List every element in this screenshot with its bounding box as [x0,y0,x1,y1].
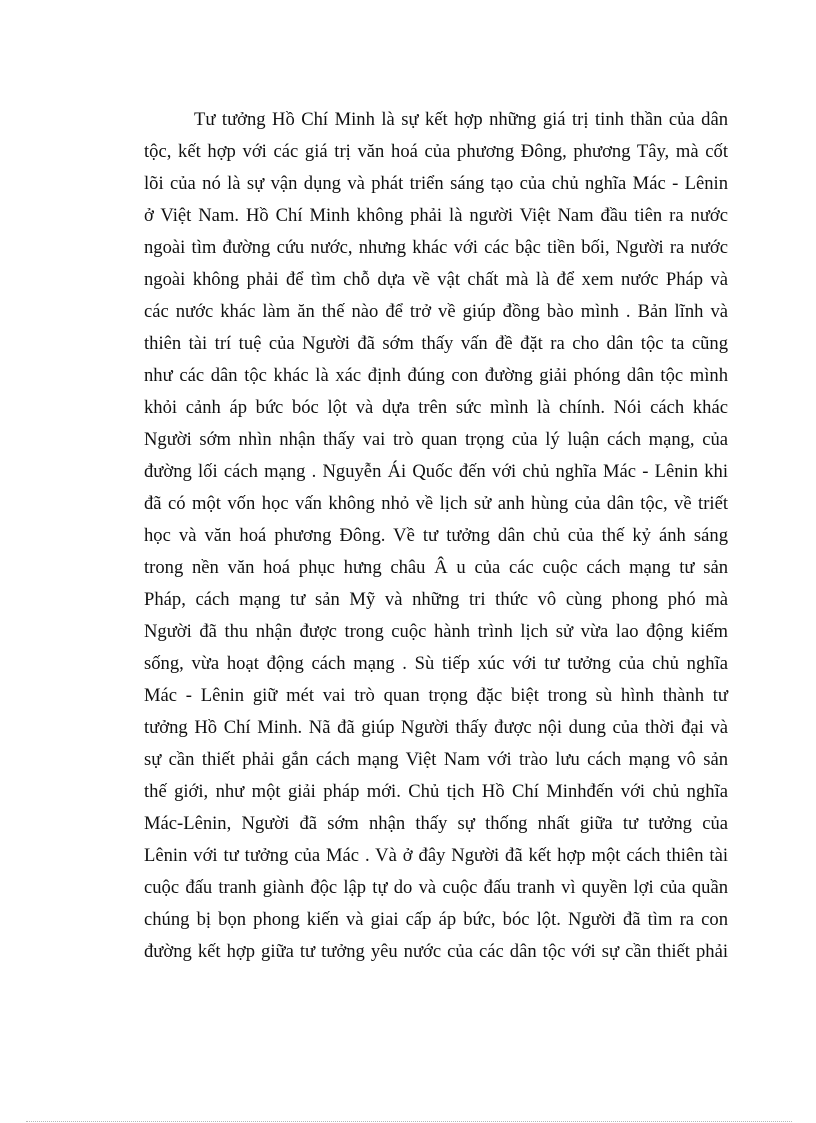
paragraph-line: chúng bị bọn phong kiến và giai cấp áp bức, bóc lột. Người đã tìm ra con [144,909,728,930]
paragraph-line: Tư tưởng Hồ Chí Minh là sự kết hợp những giá trị tinh thần của dân [194,109,728,130]
paragraph-line: Người đã thu nhận được trong cuộc hành trình lịch sử vừa lao động kiếm [144,621,728,642]
paragraph-line: Mác - Lênin giữ mét vai trò quan trọng đặc biệt trong sù hình thành tư [144,685,728,706]
paragraph-line: các nước khác làm ăn thế nào để trở về giúp đồng bào mình . Bản lĩnh và [144,301,728,322]
page-bottom-dotted-rule [26,1121,792,1122]
paragraph-line: cuộc đấu tranh giành độc lập tự do và cuộc đấu tranh vì quyền lợi của quần [144,877,728,898]
paragraph-line: thiên tài trí tuệ của Người đã sớm thấy vấn đề đặt ra cho dân tộc ta cũng [144,333,728,354]
paragraph-line: đã có một vốn học vấn không nhỏ về lịch sử anh hùng của dân tộc, về triết [144,493,728,514]
paragraph-line: ở Việt Nam. Hồ Chí Minh không phải là người Việt Nam đầu tiên ra nước [144,205,728,226]
document-page [144,104,728,968]
paragraph-line: sự cần thiết phải gắn cách mạng Việt Nam với trào lưu cách mạng vô sản [144,749,728,770]
paragraph-line: sống, vừa hoạt động cách mạng . Sù tiếp xúc với tư tưởng của chủ nghĩa [144,653,728,674]
paragraph-line: đường lối cách mạng . Nguyễn Ái Quốc đến với chủ nghĩa Mác - Lênin khi [144,461,728,482]
paragraph-line: thế giới, như một giải pháp mới. Chủ tịch Hồ Chí Minhđến với chủ nghĩa [144,781,728,802]
paragraph-line: Người sớm nhìn nhận thấy vai trò quan trọng của lý luận cách mạng, của [144,429,728,450]
paragraph-line: khỏi cảnh áp bức bóc lột và dựa trên sức mình là chính. Nói cách khác [144,397,728,418]
paragraph-line: trong nền văn hoá phục hưng châu Â u của các cuộc cách mạng tư sản [144,557,728,578]
paragraph-line: ngoài tìm đường cứu nước, nhưng khác với các bậc tiền bối, Người ra nước [144,237,728,258]
paragraph-line: như các dân tộc khác là xác định đúng con đường giải phóng dân tộc mình [144,365,728,386]
paragraph-line: đường kết hợp giữa tư tưởng yêu nước của các dân tộc với sự cần thiết phải [144,941,728,962]
paragraph-line: ngoài không phải để tìm chỗ dựa về vật chất mà là để xem nước Pháp và [144,269,728,290]
paragraph-line: Pháp, cách mạng tư sản Mỹ và những tri thức vô cùng phong phó mà [144,589,728,610]
paragraph-line: tưởng Hồ Chí Minh. Nã đã giúp Người thấy được nội dung của thời đại và [144,717,728,738]
paragraph-line: Lênin với tư tưởng của Mác . Và ở đây Người đã kết hợp một cách thiên tài [144,845,728,866]
paragraph-line: tộc, kết hợp với các giá trị văn hoá của phương Đông, phương Tây, mà cốt [144,141,728,162]
paragraph-line: học và văn hoá phương Đông. Về tư tưởng dân chủ của thế kỷ ánh sáng [144,525,728,546]
paragraph-line: Mác-Lênin, Người đã sớm nhận thấy sự thống nhất giữa tư tưởng của [144,813,728,834]
body-paragraph [144,104,728,968]
paragraph-line: lõi của nó là sự vận dụng và phát triển sáng tạo của chủ nghĩa Mác - Lênin [144,173,728,194]
